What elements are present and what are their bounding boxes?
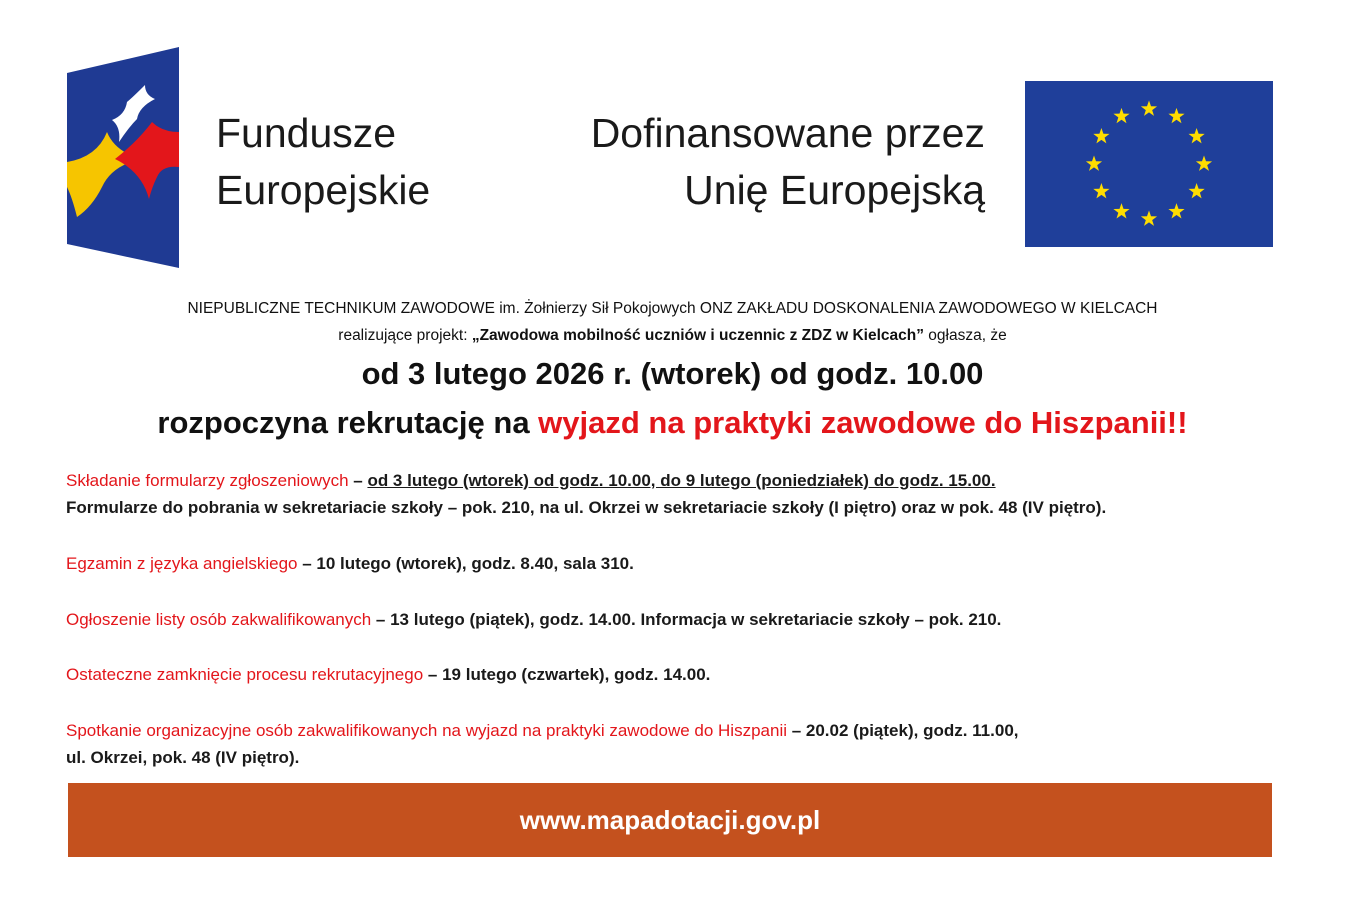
section-text: – 19 lutego (czwartek), godz. 14.00. [423, 665, 711, 684]
headline-recruitment [0, 405, 1345, 441]
star-icon [1168, 108, 1184, 123]
section-text: – 20.02 (piątek), godz. 11.00, [787, 721, 1019, 740]
project-line [0, 327, 1345, 345]
section-label: Ostateczne zamknięcie procesu rekrutacyjnego [66, 665, 424, 684]
section-label: Egzamin z języka angielskiego [66, 554, 298, 573]
section-meeting [66, 717, 1019, 771]
star-icon [1113, 108, 1129, 123]
star-icon [1093, 128, 1109, 143]
brand-line: Dofinansowane przez [590, 110, 985, 156]
headline-date: od 3 lutego 2026 r. (wtorek) od godz. 10.00 [361, 356, 984, 391]
brand-line: Fundusze [216, 110, 397, 156]
project-suffix: ogłasza, że [923, 327, 1007, 344]
headline-red: wyjazd na praktyki zawodowe do Hiszpanii!! [538, 405, 1188, 440]
fundusze-europejskie-logo [67, 47, 179, 268]
project-prefix: realizujące projekt: [338, 327, 472, 344]
section-label: Ogłoszenie listy osób zakwalifikowanych [66, 610, 372, 629]
eu-flag-icon [1025, 81, 1273, 247]
star-icon [1196, 156, 1212, 171]
school-name: NIEPUBLICZNE TECHNIKUM ZAWODOWE im. Żołnierzy Sił Pokojowych ONZ ZAKŁADU DOSKONALENIA ZAWODOWEGO W KIELCACH [187, 300, 1158, 317]
headline-black: rozpoczyna rekrutację na [157, 405, 539, 440]
section-extra: ul. Okrzei, pok. 48 (IV piętro). [66, 748, 300, 767]
section-extra: Formularze do pobrania w sekretariacie szkoły – pok. 210, na ul. Okrzei w sekretariacie szkoły (I piętro) oraz w pok. 48 (IV piętro). [66, 498, 1107, 517]
fundusze-europejskie-text [216, 105, 430, 219]
star-icon [1141, 211, 1157, 226]
section-closing [66, 661, 710, 688]
project-name: „Zawodowa mobilność uczniów i uczennic z ZDZ w Kielcach” [471, 327, 924, 344]
eu-cofinanced-text [591, 105, 985, 219]
section-english-exam [66, 550, 634, 577]
section-applications [66, 467, 1106, 521]
star-icon [1189, 183, 1205, 198]
section-text: – 13 lutego (piątek), godz. 14.00. Informacja w sekretariacie szkoły – pok. 210. [371, 610, 1002, 629]
brand-line: Unię Europejską [684, 167, 985, 213]
star-icon [1086, 156, 1102, 171]
section-qualified-list [66, 606, 1001, 633]
section-label: Spotkanie organizacyjne osób zakwalifikowanych na wyjazd na praktyki zawodowe do Hiszpanii [66, 721, 787, 740]
star-icon [1189, 128, 1205, 143]
section-text: – 10 lutego (wtorek), godz. 8.40, sala 310. [297, 554, 634, 573]
star-icon [1141, 101, 1157, 116]
star-icon [1168, 203, 1184, 218]
footer-banner [68, 783, 1272, 857]
section-sep: – [348, 471, 368, 490]
star-icon [1093, 183, 1109, 198]
section-text: od 3 lutego (wtorek) od godz. 10.00, do 9 lutego (poniedziałek) do godz. 15.00. [367, 471, 996, 490]
brand-line: Europejskie [216, 167, 431, 213]
footer-url-link[interactable]: www.mapadotacji.gov.pl [519, 804, 821, 835]
star-icon [1113, 203, 1129, 218]
section-label: Składanie formularzy zgłoszeniowych [66, 471, 349, 490]
